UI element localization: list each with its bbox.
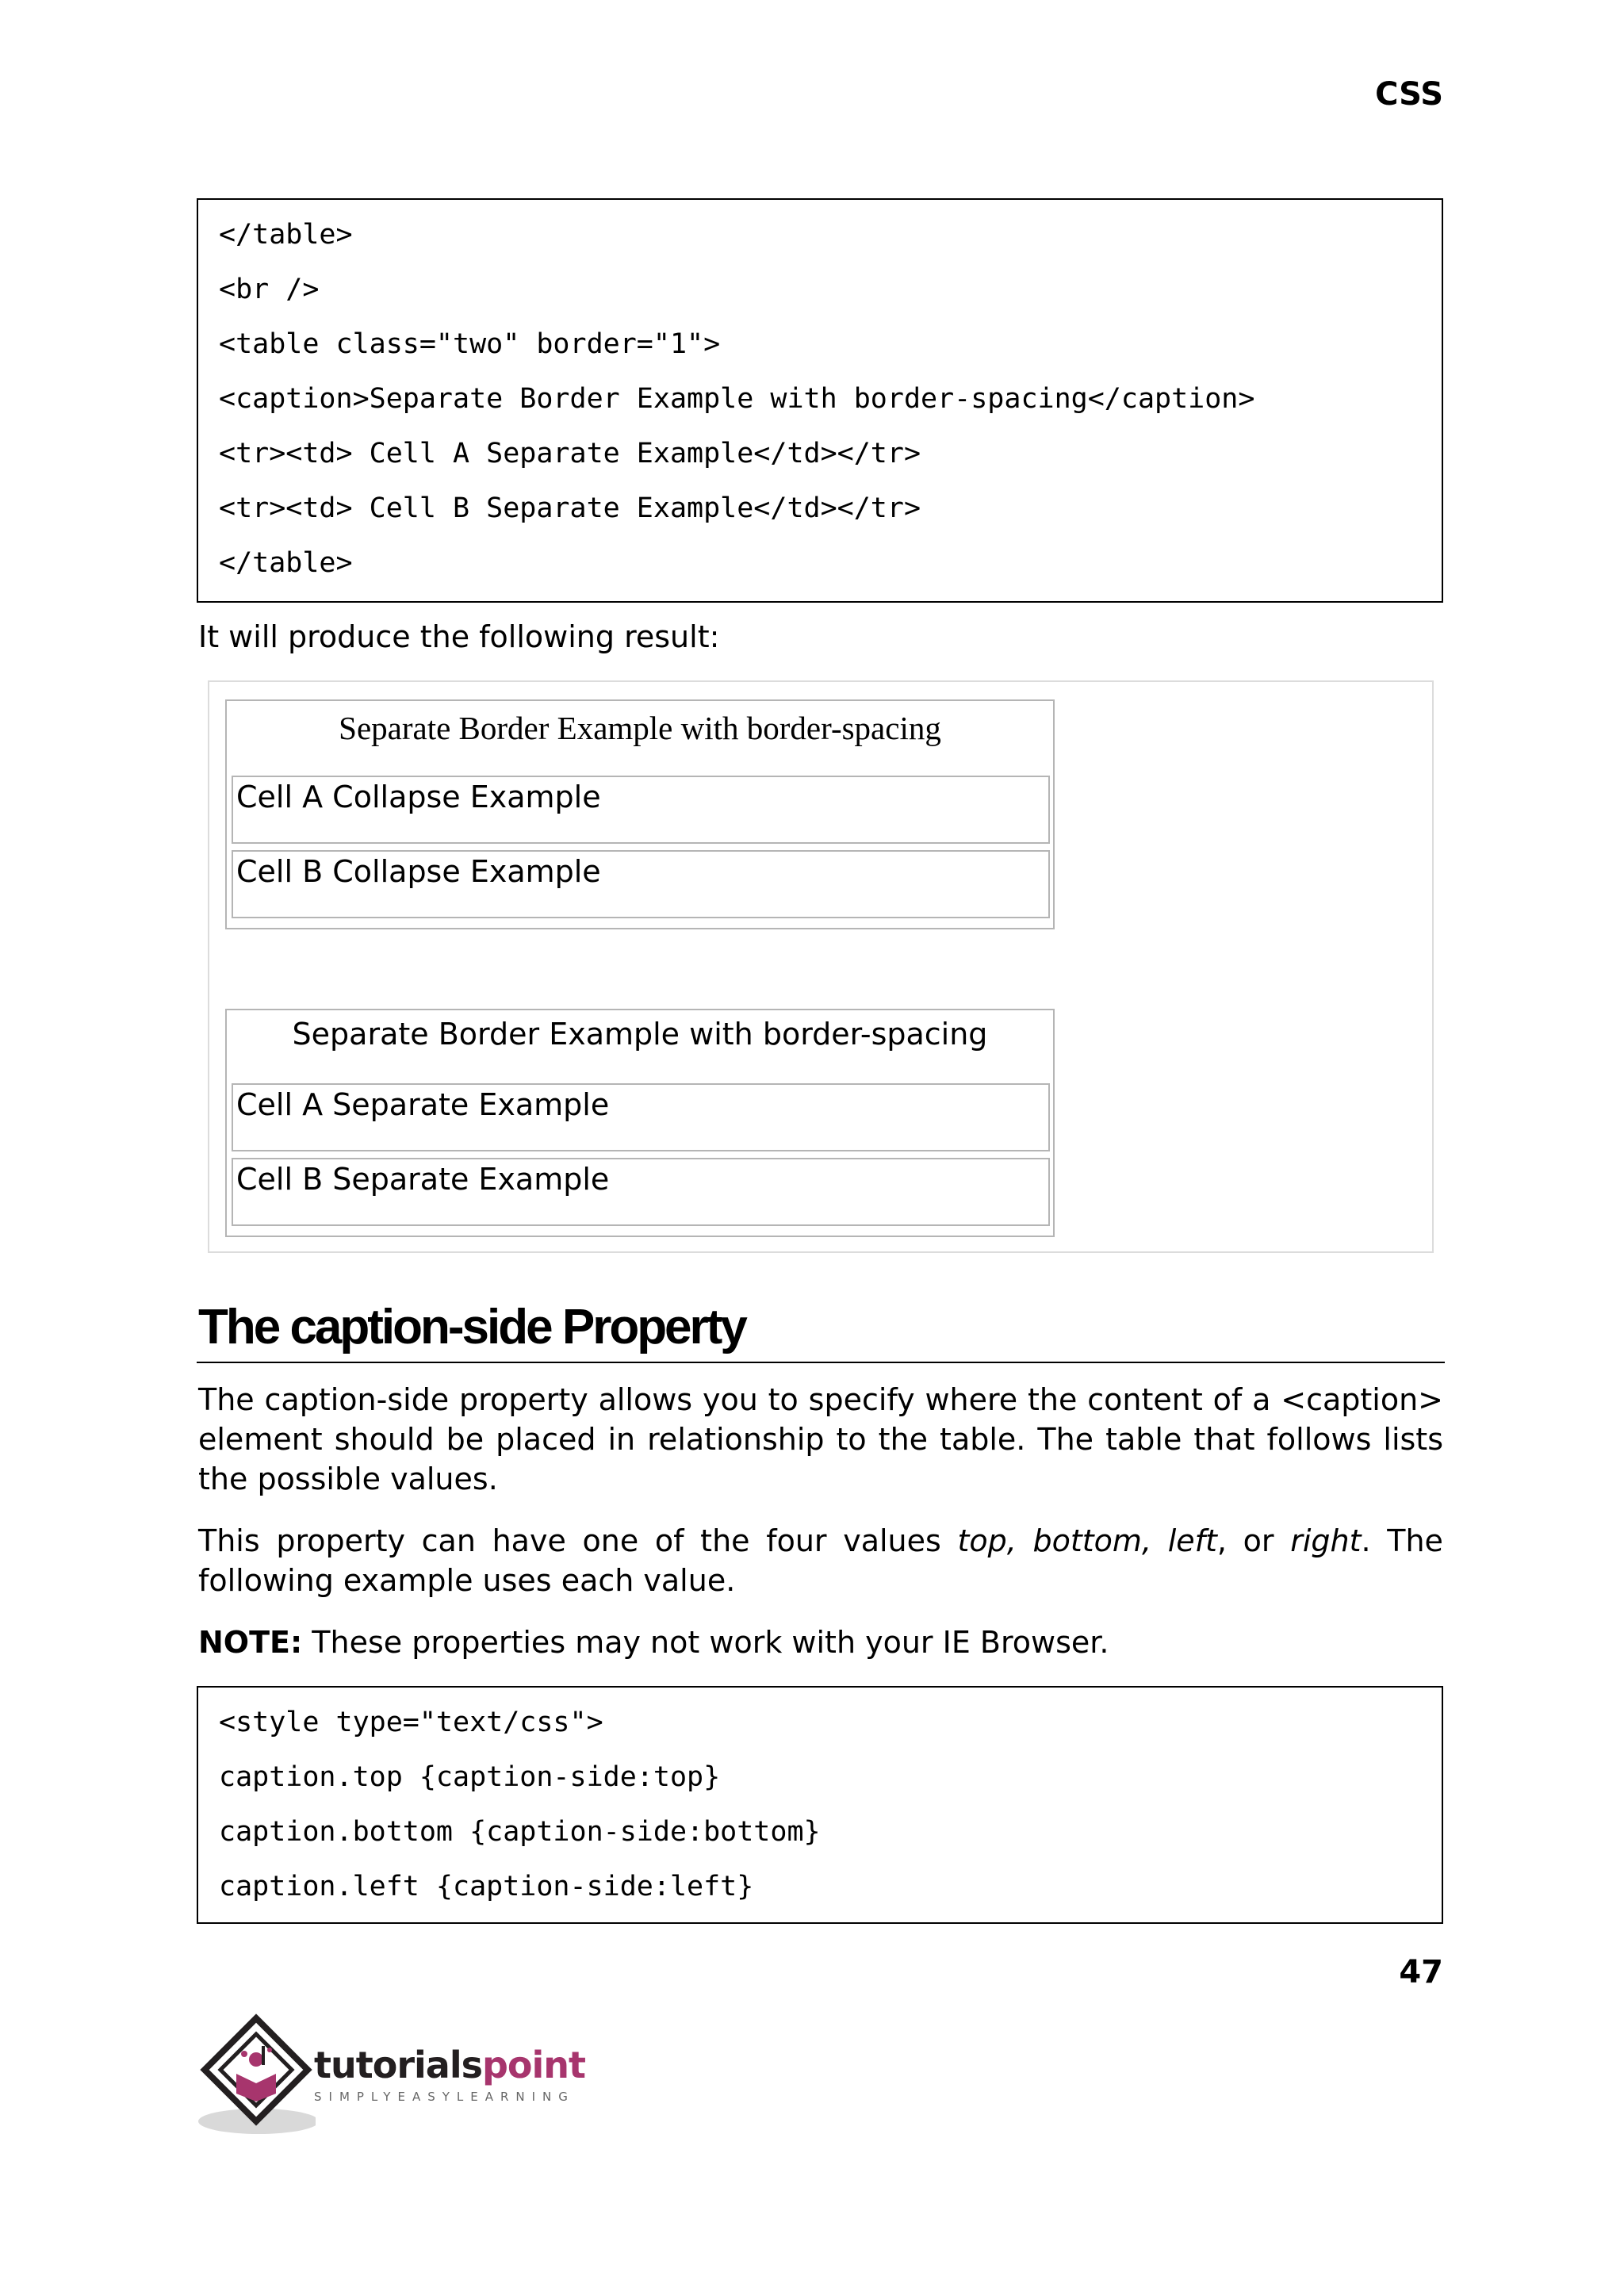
section-heading: The caption-side Property bbox=[198, 1300, 745, 1354]
paragraph-caption-side: The caption-side property allows you to specify where the content of a <caption> element should be placed in relationship to the table. The table that follows lists the possible values. bbox=[198, 1382, 1443, 1496]
value-right: right bbox=[1290, 1523, 1362, 1558]
example-table-collapse bbox=[225, 699, 1055, 929]
running-header: CSS bbox=[1375, 76, 1443, 113]
logo-tagline: SIMPLYEASYLEARNING bbox=[314, 2090, 575, 2104]
code-line: <tr><td> Cell A Separate Example</td></tr> bbox=[219, 438, 921, 469]
value-top: top, bbox=[957, 1523, 1017, 1558]
table-cell: Cell A Collapse Example bbox=[232, 776, 1050, 844]
note bbox=[198, 1623, 1443, 1662]
logo-text-tutorials: tutorials bbox=[314, 2044, 482, 2086]
code-line: caption.left {caption-side:left} bbox=[219, 1871, 754, 1902]
note-label: NOTE: bbox=[198, 1625, 303, 1660]
paragraph-values bbox=[198, 1521, 1443, 1600]
code-line: <caption>Separate Border Example with border-spacing</caption> bbox=[219, 383, 1255, 415]
example-table-separate bbox=[225, 1009, 1055, 1237]
note-text: These properties may not work with your IE Browser. bbox=[302, 1625, 1109, 1660]
result-intro: It will produce the following result: bbox=[198, 619, 720, 654]
table-caption: Separate Border Example with border-spacing bbox=[292, 1017, 988, 1052]
heading-rule bbox=[197, 1362, 1445, 1363]
code-line: <br /> bbox=[219, 274, 320, 305]
code-line: caption.top {caption-side:top} bbox=[219, 1761, 721, 1793]
table-cell: Cell B Separate Example bbox=[232, 1158, 1050, 1226]
logo-wordmark bbox=[314, 2044, 585, 2086]
text: . The following example uses each value. bbox=[198, 1523, 1443, 1598]
table-cell: Cell B Collapse Example bbox=[232, 850, 1050, 918]
code-line: caption.bottom {caption-side:bottom} bbox=[219, 1816, 821, 1848]
text: , or bbox=[1216, 1523, 1274, 1558]
code-line: </table> bbox=[219, 219, 353, 251]
table-cell: Cell A Separate Example bbox=[232, 1083, 1050, 1151]
value-bottom: bottom, bbox=[1032, 1523, 1152, 1558]
page-number: 47 bbox=[1399, 1954, 1443, 1990]
code-block-2 bbox=[197, 1686, 1443, 1924]
table-caption: Separate Border Example with border-spacing bbox=[339, 710, 941, 746]
code-line: <table class="two" border="1"> bbox=[219, 328, 721, 360]
text: This property can have one of the four values bbox=[198, 1523, 941, 1558]
code-line: </table> bbox=[219, 547, 353, 579]
code-line: <style type="text/css"> bbox=[219, 1707, 603, 1738]
code-block-1 bbox=[197, 198, 1443, 603]
code-line: <tr><td> Cell B Separate Example</td></tr> bbox=[219, 492, 921, 524]
logo-text-point: point bbox=[481, 2044, 586, 2086]
result-preview bbox=[208, 680, 1434, 1253]
logo-emblem-icon bbox=[197, 2010, 316, 2137]
value-left: left bbox=[1167, 1523, 1217, 1558]
tutorialspoint-logo bbox=[197, 2010, 609, 2137]
